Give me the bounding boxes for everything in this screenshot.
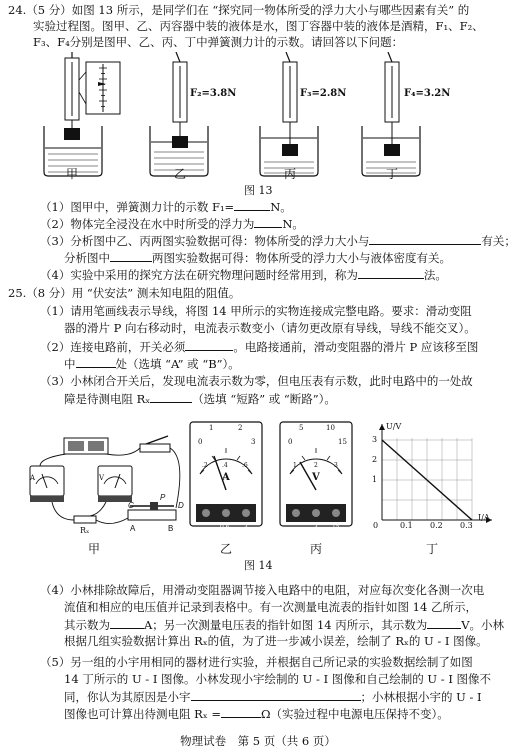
graph-ytick-2: 2	[372, 455, 378, 464]
ammeter-terminal-3: 3	[244, 524, 248, 531]
answer-blank[interactable]	[369, 233, 481, 245]
answer-blank[interactable]	[358, 267, 424, 279]
graph-xtick-01: 0.1	[400, 521, 413, 530]
q24-sub3a: （3）分析图中乙、丙两图实验数据可得：物体所受的浮力大小与 有关；	[40, 234, 516, 248]
ammeter-minor-0: .2	[202, 462, 208, 469]
q24-line-1: 24.（5 分）如图 13 所示，是同学们在 “探究同一物体所受的浮力大小与哪些因素有关” 的	[8, 3, 470, 17]
svg-text:C: C	[128, 501, 134, 510]
rx-label: Rₓ	[80, 526, 90, 535]
fig14-ui-graph	[379, 424, 492, 523]
voltmeter-icon-label: V	[99, 474, 105, 482]
q25-sub4-line-4: 根据几组实验数据计算出 Rₓ的值，为了进一步减小误差，绘制了 Rₓ的 U - I 图像。	[64, 634, 488, 648]
force-label-f3: F₃=2.8N	[300, 88, 347, 99]
fig13-setup-bing	[260, 52, 318, 176]
ammeter-unit: A	[222, 472, 230, 483]
q25-sub4-line-3: 其示数为 A；另一次测量电压表的指针如图 14 丙所示，其示数为 V。小林	[64, 618, 505, 632]
fig13-label-ding: 丁	[386, 167, 399, 181]
fig14-caption: 图 14	[244, 559, 273, 572]
ammeter-minor-1: .4	[222, 462, 228, 469]
answer-blank[interactable]	[110, 250, 152, 262]
q25-sub4-line-1: （4）小林排除故障后，用滑动变阻器调节接入电路中的电阻，对应每次变化各测一次电	[40, 583, 485, 597]
voltmeter-terminal-3: 3	[314, 524, 318, 531]
fig13-label-yi: 乙	[174, 167, 187, 181]
force-label-f2: F₂=3.8N	[190, 88, 237, 99]
graph-ylabel: U/V	[386, 422, 402, 431]
fig13-setup-ding	[362, 52, 420, 176]
fig13-setup-yi	[150, 52, 208, 176]
answer-blank[interactable]	[185, 339, 233, 351]
q24-line-2: 实验过程图。图甲、乙、丙容器中装的液体是水，图丁容器中装的液体是酒精，F₁、F₂、	[33, 19, 484, 33]
fig14-label-bing: 丙	[310, 542, 323, 556]
voltmeter-scale-15: 15	[338, 438, 347, 446]
answer-blank[interactable]	[191, 689, 361, 701]
voltmeter-scale-10: 10	[326, 424, 335, 432]
svg-text:A: A	[130, 524, 136, 533]
q25-sub3a: （3）小林闭合开关后，发现电流表示数为零，但电压表有示数，此时电路中的一处故	[40, 374, 473, 388]
ammeter-scale-1: 1	[209, 424, 214, 432]
voltmeter-minor-3: 3	[334, 462, 338, 469]
answer-blank[interactable]	[221, 706, 261, 718]
answer-blank[interactable]	[427, 617, 461, 629]
voltmeter-scale-5: 5	[299, 424, 304, 432]
answer-blank[interactable]	[234, 199, 270, 211]
ammeter-terminal-minus: -	[204, 524, 207, 531]
ammeter-minor-2: .6	[242, 462, 248, 469]
q25-sub3b: 障是待测电阻 Rₓ （选填 “短路” 或 “断路”）。	[64, 392, 336, 406]
q24-line-3: F₃、F₄分别是图甲、乙、丙、丁中弹簧测力计的示数。请回答以下问题：	[33, 35, 404, 49]
fig14-label-yi: 乙	[220, 542, 233, 556]
q25-sub5-line-4: 图像也可计算出待测电阻 Rₓ = Ω（实验过程中电源电压保持不变）。	[64, 707, 449, 721]
q24-sub3b: 分析图中 两图实验数据可得：物体所受的浮力大小与液体密度有关。	[64, 251, 451, 265]
svg-text:D: D	[178, 501, 184, 510]
ammeter-scale-0: 0	[198, 438, 203, 446]
graph-xtick-02: 0.2	[430, 521, 443, 530]
voltmeter-terminal-minus: -	[294, 524, 297, 531]
q25-sub2b: 中 处（选填 “A” 或 “B”）。	[64, 357, 240, 371]
q25-sub5-line-1: （5）另一组的小宇用相同的器材进行实验，并根据自己所记录的实验数据绘制了如图	[40, 655, 473, 669]
fig13-label-bing: 丙	[284, 167, 297, 181]
q25-line-2: （1）请用笔画线表示导线，将图 14 甲所示的实物连接成完整电路。要求：滑动变阻	[40, 304, 472, 318]
q25-sub4-line-2: 流值和相应的电压值并记录到表格中。有一次测量电流表的指针如图 14 乙所示，	[64, 600, 477, 614]
q25-sub5-line-2: 14 丁所示的 U - I 图像。小林发现小宇绘制的 U - I 图像和自己绘制的 U - I 图像不	[64, 672, 492, 686]
ammeter-scale-3: 3	[251, 438, 256, 446]
answer-blank[interactable]	[150, 391, 192, 403]
fig13-setup-jia	[44, 52, 120, 176]
svg-text:P: P	[160, 493, 166, 502]
ammeter-terminal-06: 0.6	[220, 524, 230, 531]
q25-sub5-line-3: 同，你认为其原因是小宇 ；小林根据小宇的 U - I	[64, 690, 482, 704]
q24-sub1: （1）图甲中，弹簧测力计的示数 F₁= N。	[40, 200, 292, 214]
ammeter-icon-label: A	[30, 474, 36, 482]
answer-blank[interactable]	[76, 356, 116, 368]
graph-ytick-3: 3	[372, 435, 378, 444]
svg-text:B: B	[168, 524, 174, 533]
graph-xlabel: I/A	[478, 513, 490, 522]
graph-origin: 0	[373, 521, 379, 530]
fig13-label-jia: 甲	[66, 167, 79, 181]
q24-sub4: （4）实验中采用的探究方法在研究物理问题时经常用到，称为 法。	[40, 268, 447, 282]
fig14-label-jia: 甲	[88, 542, 101, 556]
q24-sub2: （2）物体完全浸没在水中时所受的浮力为 N。	[40, 217, 304, 231]
ammeter-scale-2: 2	[238, 424, 243, 432]
graph-xtick-03: 0.3	[460, 521, 473, 530]
graph-ytick-1: 1	[372, 475, 378, 484]
force-label-f4: F₄=3.2N	[404, 88, 451, 99]
answer-blank[interactable]	[254, 216, 282, 228]
voltmeter-minor-1: 1	[293, 462, 297, 469]
fig14-circuit-kit	[30, 436, 180, 524]
page-footer: 物理试卷 第 5 页（共 6 页）	[180, 734, 336, 748]
voltmeter-unit: V	[312, 472, 320, 483]
q25-line-3: 器的滑片 P 向右移动时，电流表示数变小（请勿更改原有导线，导线不能交叉）。	[64, 321, 476, 335]
fig14-label-ding: 丁	[426, 542, 439, 556]
q25-line-1: 25.（8 分）用 “伏安法” 测未知电阻的阻值。	[8, 286, 241, 300]
fig13-caption: 图 13	[244, 184, 273, 197]
voltmeter-minor-2: 2	[314, 462, 318, 469]
answer-blank[interactable]	[110, 617, 144, 629]
voltmeter-terminal-15: 15	[332, 524, 340, 531]
voltmeter-scale-0: 0	[288, 438, 293, 446]
q25-sub2a: （2）连接电路前，开关必须 。电路接通前，滑动变阻器的滑片 P 应该移至图	[40, 340, 479, 354]
